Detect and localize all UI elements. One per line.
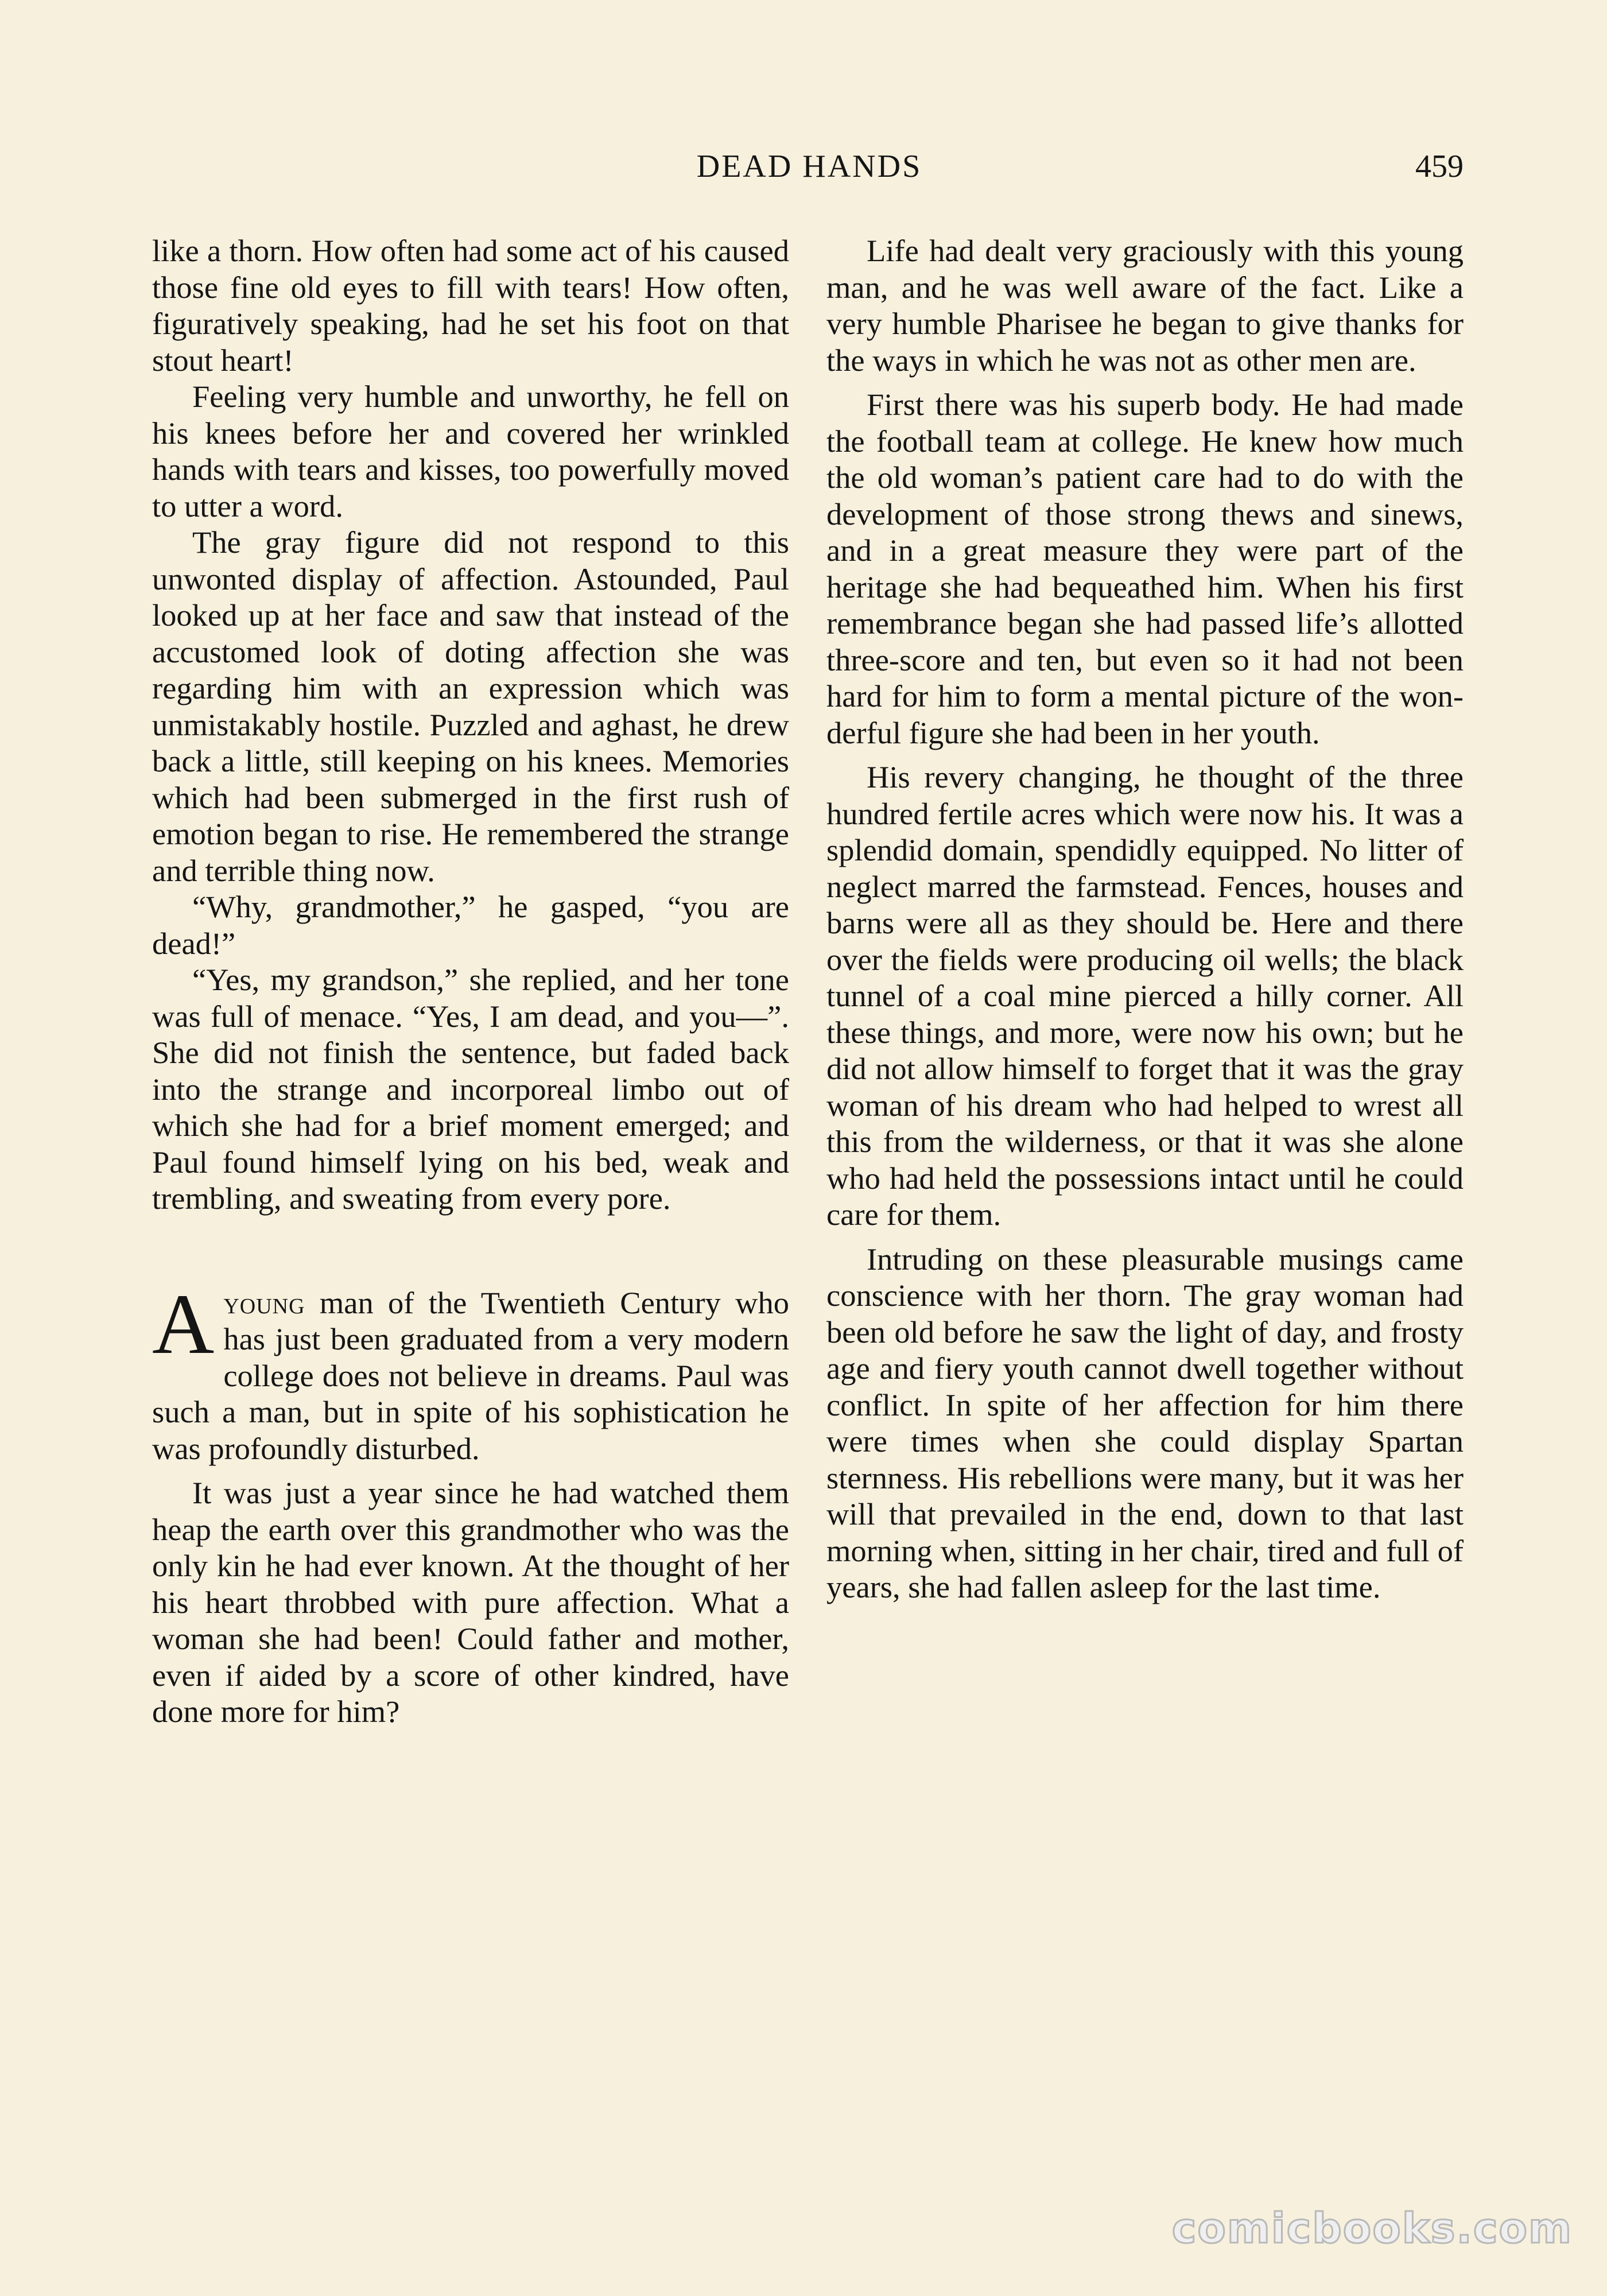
section-break: [152, 1217, 789, 1285]
paragraph: “Yes, my grandson,” she replied, and her tone was full of menace. “Yes, I am dead, and you—”. She did not finish the sentence, but faded back into the strange and incorporeal limbo out of which she had for a brief moment emerged; and Paul found himself lying on his bed, weak and trembling, and sweating from every pore.: [152, 962, 789, 1216]
watermark: comicbooks.com: [1171, 2204, 1573, 2252]
paragraph: Intruding on these pleasurable musings came conscience with her thorn. The gray woman had been old before he saw the light of day, and frosty age and fiery youth cannot dwell together without conflict. In spite of her affection for him there were times when she could display Spartan sternness. His rebellions were many, but it was her will that prevailed in the end, down to that last morning when, sitting in her chair, tired and full of years, she had fallen asleep for the last time.: [826, 1241, 1464, 1604]
paragraph-text: man of the Twentieth Century who has just been graduated from a very modern college does not believe in dreams. Paul was such a man, but in spite of his sophistication he was profoundly disturbed.: [152, 1285, 789, 1466]
paragraph: like a thorn. How often had some act of his caused those fine old eyes to fill with tears! How often, figuratively speaking, had he set his foot on that stout heart!: [152, 233, 789, 378]
section-opening-paragraph: [152, 1276, 789, 1467]
right-column: [826, 232, 1464, 1605]
paragraph: “Why, grandmother,” he gasped, “you are dead!”: [152, 889, 789, 961]
paragraph: His revery changing, he thought of the three hundred fertile acres which were now his. It was a splendid domain, spendidly equipped. No litter of neglect marred the farmstead. Fences, houses and barns were all as they should be. Here and there over the fields were producing oil wells; the black tunnel of a coal mine pierced a hilly corner. All these things, and more, were now his own; but he did not allow himself to forget that it was the gray woman of his dream who had helped to wrest all this from the wilderness, or that it was she alone who had held the possessions intact until he could care for them.: [826, 759, 1464, 1232]
paragraph: Feeling very humble and unworthy, he fell on his knees before her and covered her wrinkled hands with tears and kisses, too powerfully moved to utter a word.: [152, 379, 789, 523]
running-title: DEAD HANDS: [696, 149, 922, 184]
paragraph: The gray figure did not respond to this unwonted display of affection. Astounded, Paul looked up at her face and saw that instead of the accustomed look of doting affection she was regarding him with an expression which was unmistakably hostile. Puzzled and aghast, he drew back a little, still keeping on his knees. Memories which had been submerged in the first rush of emotion began to rise. He remembered the strange and terrible thing now.: [152, 525, 789, 888]
page-number: 459: [1415, 149, 1464, 184]
small-caps-lead: young: [223, 1285, 305, 1320]
page-header: [155, 144, 1464, 189]
paragraph: It was just a year since he had watched them heap the earth over this grandmother who was the only kin he had ever known. At the thought of her his heart throbbed with pure affection. What a woman she had been! Could father and mother, even if aided by a score of other kindred, have done more for him?: [152, 1475, 789, 1729]
drop-cap: A: [152, 1276, 215, 1372]
paragraph: First there was his superb body. He had made the football team at college. He knew how much the old woman’s patient care had to do with the development of those strong thews and sinews, and in a great measure they were part of the heritage she had bequeathed him. When his first remembrance began she had passed life’s allotted three-score and ten, but even so it had not been hard for him to form a mental picture of the wonderful figure she had been in her youth.: [826, 387, 1464, 750]
left-column: [152, 232, 789, 1730]
paragraph: Life had dealt very graciously with this young man, and he was well aware of the fact. Like a very humble Pharisee he began to give thanks for the ways in which he was not as other men are.: [826, 233, 1464, 378]
